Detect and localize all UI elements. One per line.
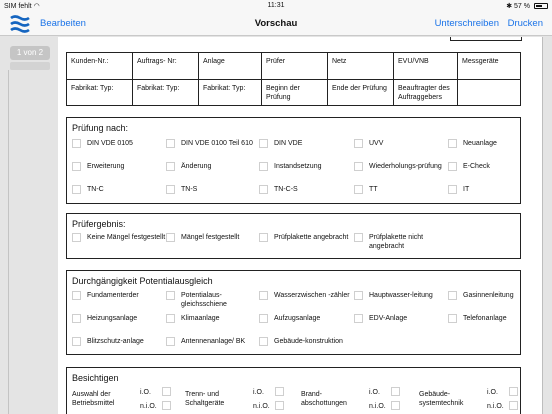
edit-button[interactable]: Bearbeiten [40, 18, 86, 29]
checkbox[interactable] [275, 401, 284, 410]
carrier-label: SIM fehlt ◠ [4, 3, 40, 10]
checkbox[interactable] [72, 139, 81, 148]
navigation-bar [0, 12, 552, 36]
header-cell: Beauftragter des Auftraggebers [394, 80, 458, 106]
header-row-2 [67, 79, 520, 105]
checkbox[interactable] [448, 314, 457, 323]
checkbox-label: E-Check [463, 163, 490, 170]
previous-box-edge [450, 37, 522, 41]
checkbox[interactable] [448, 162, 457, 171]
page-title: Vorschau [254, 18, 298, 29]
potential-section [66, 270, 521, 355]
checkbox-label: TN-S [181, 186, 198, 193]
checkbox[interactable] [166, 337, 175, 346]
section-title: Prüfung nach: [72, 123, 129, 133]
checkbox-label: Erweiterung [87, 163, 125, 170]
header-cell [458, 80, 520, 106]
checkbox[interactable] [259, 162, 268, 171]
checkbox-label: Aufzugsanlage [274, 315, 321, 322]
print-button[interactable]: Drucken [507, 18, 543, 29]
checkbox-label: IT [463, 186, 470, 193]
checkbox[interactable] [354, 162, 363, 171]
checkbox-label: Gebäude-konstruktion [274, 338, 343, 345]
header-cell: Fabrikat: Typ: [199, 80, 262, 106]
checkbox[interactable] [354, 185, 363, 194]
page-indicator-shadow [10, 62, 50, 70]
checkbox[interactable] [354, 139, 363, 148]
not-ok-label: n.i.O. [253, 403, 270, 410]
checkbox[interactable] [72, 185, 81, 194]
inspection-label: Auswahl der Betriebsmittel [72, 391, 115, 407]
checkbox-label: Fundamenterder [87, 292, 139, 299]
checkbox[interactable] [354, 291, 363, 300]
inspection-label: Trenn- und Schaltgeräte [185, 391, 225, 407]
checkbox-label: Instandsetzung [274, 163, 322, 170]
checkbox[interactable] [448, 291, 457, 300]
ok-label: i.O. [140, 389, 151, 396]
checkbox[interactable] [72, 337, 81, 346]
checkbox-label: TN-C-S [274, 186, 298, 193]
checkbox-label: DIN VDE 0105 [87, 140, 133, 147]
checkbox-label: EDV-Anlage [369, 315, 408, 322]
pruefung-section [66, 117, 521, 204]
checkbox-label: TN-C [87, 186, 104, 193]
checkbox[interactable] [354, 314, 363, 323]
checkbox[interactable] [166, 233, 175, 242]
section-title: Prüfergebnis: [72, 219, 126, 229]
checkbox-label: Prüfplakette nicht angebracht [369, 234, 424, 250]
header-cell: Fabrikat: Typ: [133, 80, 199, 106]
checkbox-label: Prüfplakette angebracht [274, 234, 349, 241]
inspection-label: Brand-abschottungen [301, 391, 347, 407]
status-bar [0, 0, 552, 12]
checkbox-label: Antennenanlage/ BK [181, 338, 246, 345]
checkbox-label: UVV [369, 140, 384, 147]
ok-label: i.O. [487, 389, 498, 396]
ok-label: i.O. [369, 389, 380, 396]
battery-icon [534, 3, 548, 9]
checkbox-label: TT [369, 186, 378, 193]
sign-button[interactable]: Unterschreiben [434, 18, 499, 29]
header-cell: Messgeräte [462, 58, 499, 65]
checkbox[interactable] [259, 185, 268, 194]
checkbox[interactable] [166, 139, 175, 148]
checkbox[interactable] [166, 314, 175, 323]
checkbox[interactable] [72, 291, 81, 300]
section-title: Durchgängigkeit Potentialausgleich [72, 276, 213, 286]
checkbox[interactable] [259, 291, 268, 300]
checkbox-label: Neuanlage [463, 140, 497, 147]
checkbox-label: Änderung [181, 163, 212, 170]
checkbox[interactable] [391, 401, 400, 410]
checkbox-label: Heizungsanlage [87, 315, 138, 322]
header-cell: EVU/VNB [394, 53, 458, 79]
not-ok-label: n.i.O. [487, 403, 504, 410]
checkbox[interactable] [259, 337, 268, 346]
battery-percent: ✱ 57 % [506, 3, 530, 10]
checkbox-label: DIN VDE 0100 Teil 610 [181, 140, 253, 147]
gutter-divider [8, 70, 9, 414]
checkbox-label: Wasserzwischen -zähler [274, 292, 350, 299]
ergebnis-section [66, 213, 521, 259]
header-cell: Beginn der Prüfung [262, 80, 328, 106]
checkbox[interactable] [72, 233, 81, 242]
checkbox[interactable] [72, 162, 81, 171]
checkbox-label: Klimaanlage [181, 315, 220, 322]
checkbox[interactable] [509, 387, 518, 396]
page-edge [542, 37, 543, 414]
checkbox[interactable] [448, 185, 457, 194]
not-ok-label: n.i.O. [369, 403, 386, 410]
checkbox-label: Potentialaus-gleichsschiene [181, 292, 227, 308]
header-cell: Fabrikat: Typ: [67, 80, 133, 106]
header-row-1 [67, 53, 520, 79]
wifi-icon: ◠ [33, 3, 40, 10]
checkbox-label: Gasinnenleitung [463, 292, 514, 299]
checkbox[interactable] [259, 233, 268, 242]
checkbox-label: Hauptwasser-leitung [369, 292, 433, 299]
ok-label: i.O. [253, 389, 264, 396]
not-ok-label: n.i.O. [140, 403, 157, 410]
checkbox[interactable] [72, 314, 81, 323]
bluetooth-icon: ✱ [506, 3, 513, 10]
header-cell: Netz [328, 53, 394, 79]
checkbox[interactable] [509, 401, 518, 410]
page-indicator: 1 von 2 [10, 46, 50, 60]
checkbox[interactable] [166, 291, 175, 300]
header-cell: Anlage [199, 53, 262, 79]
besichtigen-section [66, 367, 521, 414]
header-cell: Auftrags- Nr: [133, 53, 199, 79]
section-title: Besichtigen [72, 373, 119, 383]
header-cell: Ende der Prüfung [328, 80, 394, 106]
header-cell: Prüfer [262, 53, 328, 79]
checkbox-label: DIN VDE [274, 140, 303, 147]
checkbox-label: Keine Mängel festgestellt [87, 234, 166, 241]
checkbox[interactable] [259, 314, 268, 323]
checkbox[interactable] [391, 387, 400, 396]
header-table [66, 52, 521, 106]
checkbox[interactable] [354, 233, 363, 242]
checkbox[interactable] [259, 139, 268, 148]
clock: 11:31 [267, 2, 285, 9]
checkbox[interactable] [166, 185, 175, 194]
checkbox[interactable] [448, 139, 457, 148]
inspection-label: Gebäude-systemtechnik [419, 391, 464, 407]
checkbox[interactable] [275, 387, 284, 396]
checkbox-label: Wiederholungs-prüfung [369, 163, 442, 170]
document-page[interactable] [58, 37, 542, 414]
header-cell: Kunden-Nr.: [67, 53, 133, 79]
checkbox-label: Blitzschutz-anlage [87, 338, 144, 345]
checkbox[interactable] [162, 387, 171, 396]
checkbox[interactable] [166, 162, 175, 171]
checkbox-label: Telefonanlage [463, 315, 507, 322]
checkbox[interactable] [162, 401, 171, 410]
checkbox-label: Mängel festgestellt [181, 234, 240, 241]
